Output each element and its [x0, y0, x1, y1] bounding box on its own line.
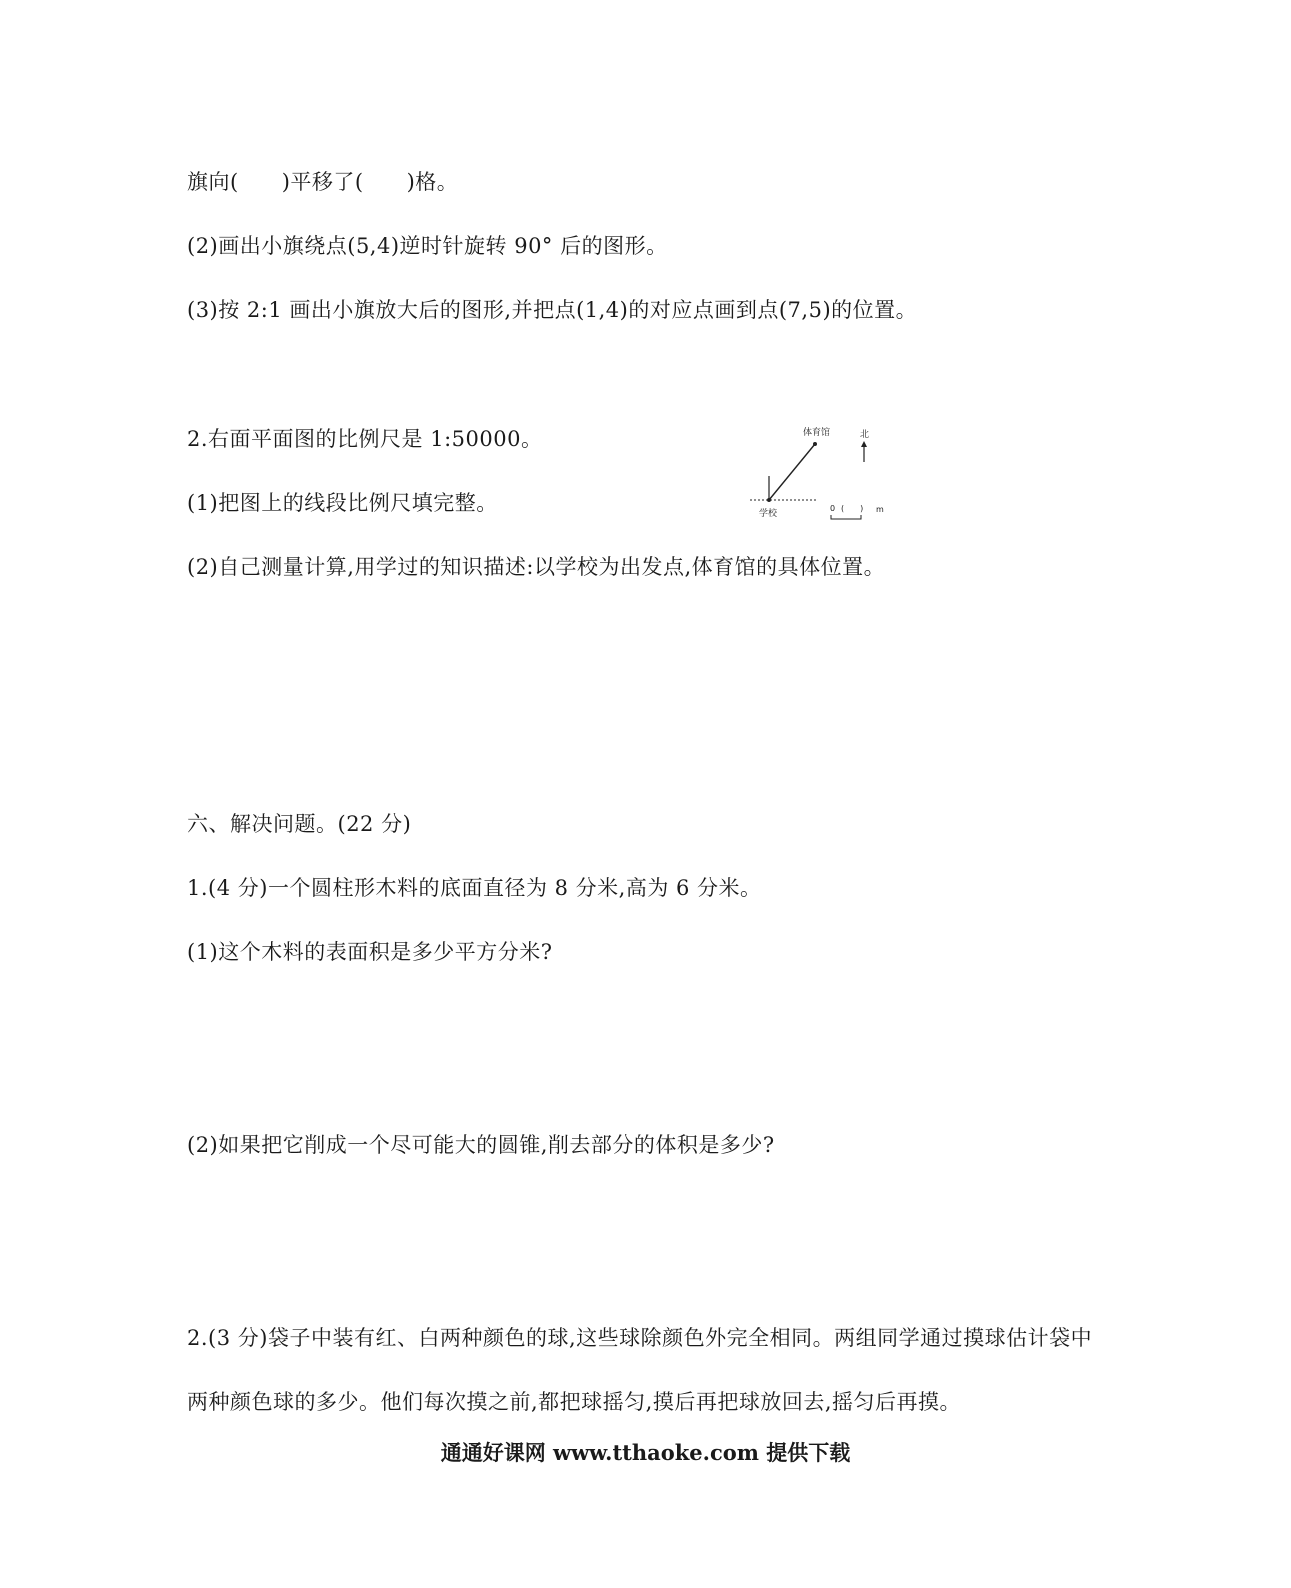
text-line-fill-scale: (1)把图上的线段比例尺填完整。 [187, 491, 498, 515]
text-line-balls-2: 两种颜色球的多少。他们每次摸之前,都把球摇匀,摸后再把球放回去,摇匀后再摸。 [187, 1390, 962, 1414]
school-label: 学校 [759, 509, 778, 519]
text-line-cylinder: 1.(4 分)一个圆柱形木料的底面直径为 8 分米,高为 6 分米。 [187, 876, 762, 900]
text-line-describe-position: (2)自己测量计算,用学过的知识描述:以学校为出发点,体育馆的具体位置。 [187, 555, 886, 579]
gym-label: 体育馆 [803, 428, 831, 438]
school-gym-line [769, 444, 815, 500]
scale-unit: m [876, 505, 884, 514]
gym-point [813, 442, 817, 446]
text-line-enlarge: (3)按 2:1 画出小旗放大后的图形,并把点(1,4)的对应点画到点(7,5)的位置。 [187, 298, 918, 322]
text-line-balls-1: 2.(3 分)袋子中装有红、白两种颜色的球,这些球除颜色外完全相同。两组同学通过摸球估计袋中 [187, 1326, 1093, 1350]
text-line-surface-area: (1)这个木料的表面积是多少平方分米? [187, 940, 553, 964]
school-point [767, 498, 771, 502]
scale-zero: 0 [830, 504, 836, 513]
north-label: 北 [860, 430, 870, 440]
text-line-cone: (2)如果把它削成一个尽可能大的圆锥,削去部分的体积是多少? [187, 1133, 775, 1157]
section-heading-solve: 六、解决问题。(22 分) [187, 812, 412, 836]
map-figure [745, 420, 895, 525]
text-line-flag-translate: 旗向( )平移了( )格。 [187, 170, 459, 194]
scale-bar [831, 515, 861, 519]
text-line-rotate: (2)画出小旗绕点(5,4)逆时针旋转 90° 后的图形。 [187, 234, 668, 258]
scale-blank: ( ) [841, 504, 864, 513]
text-line-scale-intro: 2.右面平面图的比例尺是 1:50000。 [187, 427, 543, 451]
north-arrowhead-icon [861, 441, 867, 447]
footer-watermark: 通通好课网 www.tthaoke.com 提供下载 [440, 1440, 851, 1465]
